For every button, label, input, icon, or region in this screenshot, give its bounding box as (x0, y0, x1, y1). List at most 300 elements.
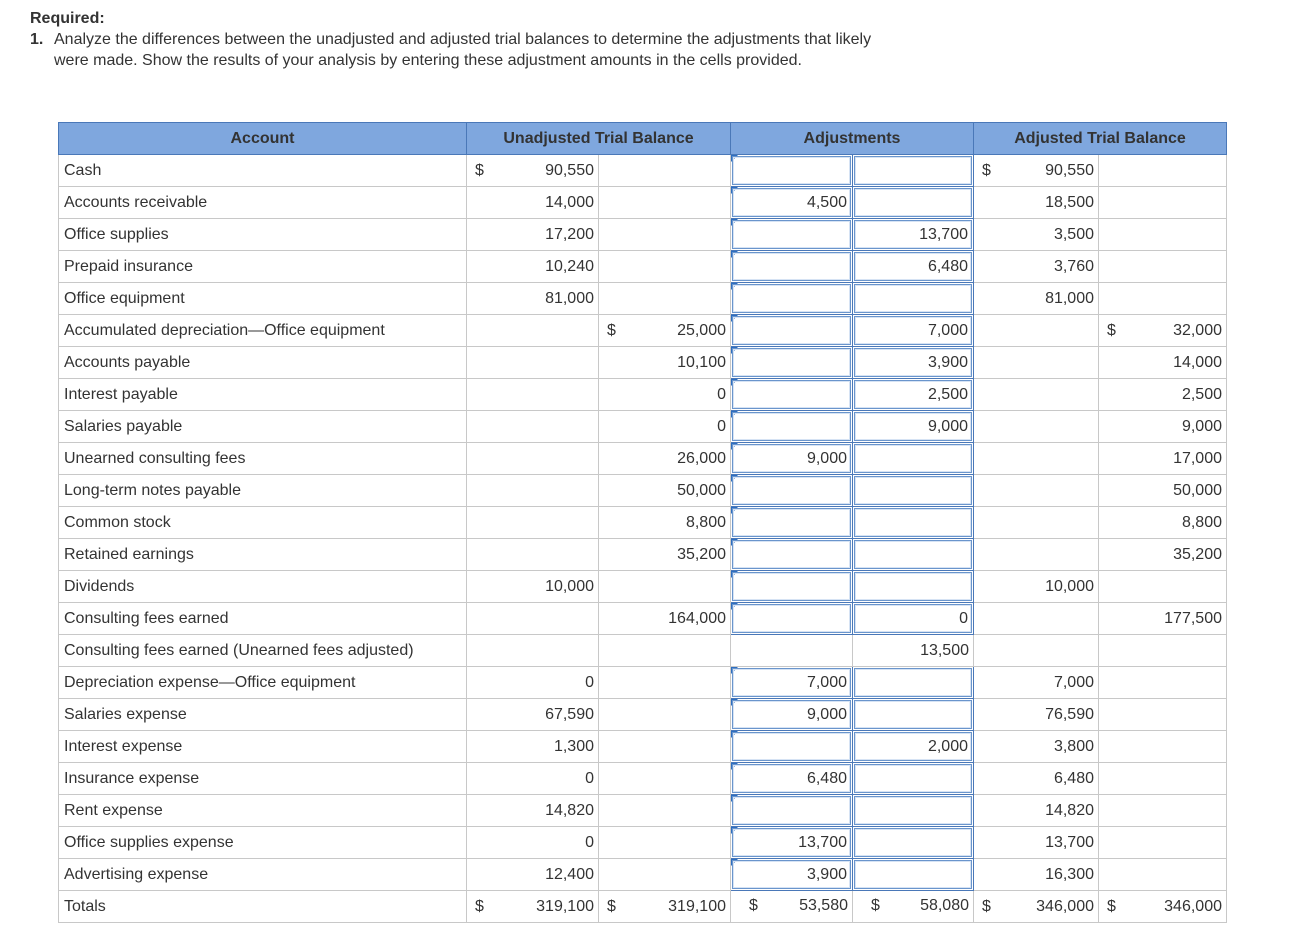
adjustment-debit-input[interactable] (731, 411, 853, 443)
adjustment-debit-input[interactable] (731, 315, 853, 347)
adjustment-credit-input[interactable] (853, 731, 974, 763)
adjusted-credit-dollar (1099, 795, 1127, 827)
adjusted-credit (1127, 795, 1227, 827)
adjustment-input-value[interactable] (732, 508, 851, 537)
required-label: Required: (30, 10, 105, 27)
total-unadjusted-debit: 319,100 (495, 891, 599, 923)
adjusted-debit-dollar (974, 411, 1002, 443)
adjustment-credit-input[interactable] (853, 443, 974, 475)
unadjusted-debit-dollar (467, 219, 495, 251)
adjusted-debit: 76,590 (1002, 699, 1099, 731)
adjustment-debit-input[interactable] (731, 251, 853, 283)
table-row (59, 539, 1227, 571)
unadjusted-credit: 35,200 (627, 539, 731, 571)
unadjusted-credit-dollar (599, 251, 627, 283)
adjustment-input-value[interactable]: 7,000 (854, 316, 972, 345)
adjustment-input-value[interactable] (732, 316, 851, 345)
adjustment-input-value[interactable] (854, 700, 972, 729)
adjusted-credit: 32,000 (1127, 315, 1227, 347)
adjustment-credit-input[interactable] (853, 251, 974, 283)
table-row (59, 411, 1227, 443)
adjustment-credit-static: 13,500 (853, 635, 974, 667)
adjustment-input-value[interactable] (732, 540, 851, 569)
adjusted-credit-dollar (1099, 603, 1127, 635)
unadjusted-credit (627, 283, 731, 315)
table-row (59, 795, 1227, 827)
unadjusted-debit: 17,200 (495, 219, 599, 251)
total-adjustment-debit (731, 891, 853, 923)
adjusted-credit-dollar (1099, 347, 1127, 379)
adjustment-credit-input[interactable] (853, 283, 974, 315)
adjustment-credit-input[interactable] (853, 763, 974, 795)
account-name: Insurance expense (59, 763, 467, 795)
account-name: Consulting fees earned (Unearned fees adjusted) (59, 635, 467, 667)
unadjusted-debit (495, 475, 599, 507)
adjustment-input-value[interactable] (854, 572, 972, 601)
adjustment-debit-input[interactable] (731, 667, 853, 699)
table-row (59, 475, 1227, 507)
unadjusted-debit-dollar (467, 251, 495, 283)
unadjusted-debit: 0 (495, 667, 599, 699)
totals-dollar: $ (974, 891, 1002, 923)
totals-dollar: $ (871, 897, 880, 914)
totals-dollar: $ (749, 897, 758, 914)
adjustment-input-value[interactable]: 6,480 (732, 764, 851, 793)
adjustment-debit-input[interactable] (731, 827, 853, 859)
adjustment-input-value[interactable]: 9,000 (732, 700, 851, 729)
adjusted-debit (1002, 347, 1099, 379)
adjustment-input-value[interactable] (732, 348, 851, 377)
adjusted-credit-dollar (1099, 475, 1127, 507)
adjustment-debit-input[interactable] (731, 859, 853, 891)
adjusted-debit-dollar (974, 475, 1002, 507)
unadjusted-debit (495, 507, 599, 539)
adjusted-debit (1002, 539, 1099, 571)
unadjusted-debit-dollar (467, 475, 495, 507)
adjustment-input-value[interactable] (854, 764, 972, 793)
adjustment-credit-input[interactable] (853, 603, 974, 635)
table-row (59, 379, 1227, 411)
adjusted-debit (1002, 315, 1099, 347)
unadjusted-debit: 90,550 (495, 155, 599, 187)
unadjusted-credit-dollar (599, 635, 627, 667)
adjusted-credit: 14,000 (1127, 347, 1227, 379)
adjusted-debit-dollar (974, 603, 1002, 635)
adjusted-debit-dollar (974, 859, 1002, 891)
adjustment-input-value[interactable] (854, 540, 972, 569)
unadjusted-header: Unadjusted Trial Balance (467, 123, 731, 155)
unadjusted-credit-dollar (599, 859, 627, 891)
adjustment-input-value[interactable]: 3,900 (854, 348, 972, 377)
totals-dollar: $ (467, 891, 495, 923)
adjustment-credit-input[interactable] (853, 699, 974, 731)
unadjusted-credit-dollar (599, 219, 627, 251)
adjusted-debit: 3,500 (1002, 219, 1099, 251)
unadjusted-credit (627, 667, 731, 699)
totals-dollar: $ (1099, 891, 1127, 923)
adjusted-debit: 90,550 (1002, 155, 1099, 187)
unadjusted-debit: 81,000 (495, 283, 599, 315)
account-name: Dividends (59, 571, 467, 603)
total-adjusted-credit: 346,000 (1127, 891, 1227, 923)
adjustment-credit-input[interactable] (853, 219, 974, 251)
unadjusted-credit: 0 (627, 379, 731, 411)
unadjusted-credit (627, 795, 731, 827)
table-row (59, 699, 1227, 731)
adjustment-debit-input[interactable] (731, 539, 853, 571)
unadjusted-debit-dollar (467, 379, 495, 411)
adjustment-credit-input[interactable] (853, 539, 974, 571)
adjusted-debit: 16,300 (1002, 859, 1099, 891)
adjustment-input-value[interactable] (854, 444, 972, 473)
adjustment-debit-input[interactable] (731, 603, 853, 635)
adjustment-input-value[interactable] (732, 412, 851, 441)
adjustment-credit-input[interactable] (853, 379, 974, 411)
unadjusted-debit (495, 603, 599, 635)
unadjusted-debit: 10,240 (495, 251, 599, 283)
unadjusted-credit-dollar (599, 699, 627, 731)
adjusted-credit (1127, 731, 1227, 763)
table-row (59, 155, 1227, 187)
adjustment-debit-input[interactable] (731, 475, 853, 507)
adjustment-input-value[interactable]: 0 (854, 604, 972, 633)
table-row (59, 731, 1227, 763)
account-name: Advertising expense (59, 859, 467, 891)
adjustment-debit-input[interactable] (731, 571, 853, 603)
unadjusted-debit: 0 (495, 827, 599, 859)
adjustment-debit-input[interactable] (731, 283, 853, 315)
adjusted-debit: 7,000 (1002, 667, 1099, 699)
account-name: Accumulated depreciation—Office equipment (59, 315, 467, 347)
adjusted-debit (1002, 635, 1099, 667)
adjusted-debit-dollar (974, 347, 1002, 379)
adjustment-credit-input[interactable] (853, 667, 974, 699)
adjustment-debit-input[interactable] (731, 731, 853, 763)
account-name: Interest expense (59, 731, 467, 763)
adjustment-input-value[interactable] (854, 156, 972, 185)
adjusted-credit-dollar (1099, 859, 1127, 891)
adjustment-input-value[interactable] (854, 828, 972, 857)
total-adjustment-credit (853, 891, 974, 923)
adjustment-input-value[interactable] (732, 220, 851, 249)
unadjusted-credit: 0 (627, 411, 731, 443)
account-name: Depreciation expense—Office equipment (59, 667, 467, 699)
adjustment-input-value[interactable] (732, 476, 851, 505)
adjustment-debit-input[interactable] (731, 763, 853, 795)
unadjusted-credit: 8,800 (627, 507, 731, 539)
adjustment-input-value[interactable] (732, 732, 851, 761)
table-body (59, 155, 1227, 923)
adjustment-credit-input[interactable] (853, 859, 974, 891)
unadjusted-credit (627, 155, 731, 187)
adjusted-debit-dollar (974, 251, 1002, 283)
account-name: Rent expense (59, 795, 467, 827)
adjustment-debit-input[interactable] (731, 379, 853, 411)
adjusted-debit: 6,480 (1002, 763, 1099, 795)
adjusted-debit-dollar (974, 571, 1002, 603)
adjustment-credit-input[interactable] (853, 827, 974, 859)
unadjusted-credit-dollar (599, 443, 627, 475)
adjusted-debit-dollar (974, 379, 1002, 411)
adjusted-credit-dollar (1099, 635, 1127, 667)
adjustment-input-value[interactable] (732, 796, 851, 825)
adjusted-credit-dollar: $ (1099, 315, 1127, 347)
unadjusted-credit (627, 827, 731, 859)
account-name: Office supplies expense (59, 827, 467, 859)
adjustment-credit-input[interactable] (853, 187, 974, 219)
adjusted-header: Adjusted Trial Balance (974, 123, 1227, 155)
adjusted-debit (1002, 475, 1099, 507)
adjustment-input-value[interactable] (854, 284, 972, 313)
header-row (59, 123, 1227, 155)
unadjusted-credit (627, 731, 731, 763)
adjusted-credit: 50,000 (1127, 475, 1227, 507)
table-row (59, 251, 1227, 283)
adjusted-credit (1127, 251, 1227, 283)
account-name: Prepaid insurance (59, 251, 467, 283)
unadjusted-credit (627, 251, 731, 283)
unadjusted-credit-dollar (599, 763, 627, 795)
adjustment-debit-input[interactable] (731, 187, 853, 219)
account-name: Office equipment (59, 283, 467, 315)
unadjusted-debit-dollar (467, 443, 495, 475)
adjusted-debit: 13,700 (1002, 827, 1099, 859)
adjustment-input-value[interactable] (732, 284, 851, 313)
unadjusted-debit (495, 635, 599, 667)
account-name: Common stock (59, 507, 467, 539)
adjustment-debit-input[interactable] (731, 507, 853, 539)
adjusted-debit (1002, 507, 1099, 539)
adjusted-debit (1002, 603, 1099, 635)
adjustment-input-value[interactable] (732, 604, 851, 633)
adjusted-credit: 35,200 (1127, 539, 1227, 571)
table-row (59, 571, 1227, 603)
unadjusted-debit-dollar (467, 731, 495, 763)
adjustment-input-value[interactable]: 9,000 (732, 444, 851, 473)
unadjusted-credit (627, 219, 731, 251)
adjustment-credit-input[interactable] (853, 475, 974, 507)
adjustment-debit-input[interactable] (731, 443, 853, 475)
adjustment-debit-input[interactable] (731, 219, 853, 251)
adjustment-debit-input[interactable] (731, 155, 853, 187)
unadjusted-debit-dollar (467, 187, 495, 219)
adjustment-input-value[interactable] (732, 252, 851, 281)
adjusted-credit-dollar (1099, 731, 1127, 763)
adjustment-credit-input[interactable] (853, 571, 974, 603)
instruction-item (30, 29, 874, 71)
unadjusted-debit: 14,000 (495, 187, 599, 219)
adjusted-credit-dollar (1099, 219, 1127, 251)
adjustment-input-value[interactable]: 2,500 (854, 380, 972, 409)
adjusted-credit (1127, 283, 1227, 315)
adjusted-debit-dollar (974, 539, 1002, 571)
unadjusted-credit: 164,000 (627, 603, 731, 635)
adjustment-credit-input[interactable] (853, 411, 974, 443)
unadjusted-debit (495, 411, 599, 443)
unadjusted-credit (627, 187, 731, 219)
adjusted-credit: 8,800 (1127, 507, 1227, 539)
unadjusted-credit-dollar (599, 795, 627, 827)
adjustment-credit-input[interactable] (853, 347, 974, 379)
table-row (59, 859, 1227, 891)
adjustment-input-value[interactable]: 6,480 (854, 252, 972, 281)
unadjusted-debit-dollar (467, 859, 495, 891)
unadjusted-credit-dollar (599, 667, 627, 699)
adjustment-debit-input[interactable] (731, 347, 853, 379)
unadjusted-debit-dollar (467, 667, 495, 699)
adjustment-input-value[interactable]: 7,000 (732, 668, 851, 697)
totals-row (59, 891, 1227, 923)
unadjusted-credit: 25,000 (627, 315, 731, 347)
adjustment-input-value[interactable]: 2,000 (854, 732, 972, 761)
account-name: Office supplies (59, 219, 467, 251)
adjustment-credit-input[interactable] (853, 315, 974, 347)
adjusted-credit (1127, 699, 1227, 731)
unadjusted-debit-dollar (467, 603, 495, 635)
adjustment-debit-input[interactable] (731, 699, 853, 731)
adjusted-credit: 17,000 (1127, 443, 1227, 475)
adjustment-debit-input[interactable] (731, 795, 853, 827)
unadjusted-credit-dollar (599, 411, 627, 443)
account-name: Consulting fees earned (59, 603, 467, 635)
adjusted-debit-dollar (974, 219, 1002, 251)
adjustment-input-value[interactable] (854, 796, 972, 825)
unadjusted-credit-dollar (599, 827, 627, 859)
unadjusted-debit: 10,000 (495, 571, 599, 603)
adjustment-credit-input[interactable] (853, 507, 974, 539)
adjustment-input-value[interactable] (854, 508, 972, 537)
adjustment-input-value[interactable]: 13,700 (732, 828, 851, 857)
adjustment-input-value[interactable]: 9,000 (854, 412, 972, 441)
account-name: Salaries expense (59, 699, 467, 731)
unadjusted-credit (627, 859, 731, 891)
unadjusted-debit-dollar (467, 795, 495, 827)
adjusted-credit-dollar (1099, 187, 1127, 219)
table-row (59, 635, 1227, 667)
unadjusted-credit-dollar (599, 731, 627, 763)
adjustment-input-value[interactable] (854, 860, 972, 889)
unadjusted-debit: 14,820 (495, 795, 599, 827)
adjusted-debit-dollar (974, 507, 1002, 539)
table-row (59, 347, 1227, 379)
adjusted-credit (1127, 859, 1227, 891)
table-row (59, 763, 1227, 795)
adjusted-debit-dollar (974, 667, 1002, 699)
adjustment-input-value[interactable] (732, 572, 851, 601)
total-adjusted-debit: 346,000 (1002, 891, 1099, 923)
adjusted-credit (1127, 667, 1227, 699)
adjusted-debit: 3,760 (1002, 251, 1099, 283)
unadjusted-credit-dollar (599, 347, 627, 379)
table-row (59, 219, 1227, 251)
adjustment-input-value[interactable] (854, 188, 972, 217)
adjusted-debit (1002, 411, 1099, 443)
trial-balance-table (58, 122, 1227, 923)
unadjusted-credit (627, 763, 731, 795)
adjustment-input-value[interactable]: 3,900 (732, 860, 851, 889)
unadjusted-credit-dollar (599, 603, 627, 635)
account-header: Account (59, 123, 467, 155)
adjusted-debit (1002, 443, 1099, 475)
account-name: Accounts receivable (59, 187, 467, 219)
unadjusted-debit (495, 315, 599, 347)
adjustment-credit-input[interactable] (853, 155, 974, 187)
unadjusted-credit (627, 699, 731, 731)
adjusted-debit-dollar (974, 443, 1002, 475)
adjusted-debit: 14,820 (1002, 795, 1099, 827)
adjusted-credit-dollar (1099, 827, 1127, 859)
adjusted-debit-dollar (974, 763, 1002, 795)
account-name: Retained earnings (59, 539, 467, 571)
unadjusted-debit (495, 539, 599, 571)
unadjusted-credit-dollar (599, 155, 627, 187)
unadjusted-credit-dollar (599, 283, 627, 315)
adjusted-credit-dollar (1099, 379, 1127, 411)
unadjusted-credit-dollar (599, 571, 627, 603)
adjusted-credit-dollar (1099, 539, 1127, 571)
adjusted-credit-dollar (1099, 443, 1127, 475)
adjusted-credit: 177,500 (1127, 603, 1227, 635)
unadjusted-credit-dollar (599, 507, 627, 539)
adjusted-credit-dollar (1099, 283, 1127, 315)
unadjusted-debit-dollar (467, 827, 495, 859)
table-row (59, 443, 1227, 475)
unadjusted-debit-dollar (467, 571, 495, 603)
total-unadjusted-credit: 319,100 (627, 891, 731, 923)
table-row (59, 827, 1227, 859)
unadjusted-debit-dollar (467, 699, 495, 731)
adjusted-credit (1127, 155, 1227, 187)
unadjusted-debit: 0 (495, 763, 599, 795)
adjusted-debit-dollar (974, 731, 1002, 763)
unadjusted-credit: 10,100 (627, 347, 731, 379)
totals-dollar: $ (599, 891, 627, 923)
adjusted-credit (1127, 219, 1227, 251)
unadjusted-debit-dollar: $ (467, 155, 495, 187)
unadjusted-credit-dollar: $ (599, 315, 627, 347)
adjustment-input-value[interactable] (854, 476, 972, 505)
adjusted-credit: 9,000 (1127, 411, 1227, 443)
adjusted-debit: 18,500 (1002, 187, 1099, 219)
adjusted-credit (1127, 763, 1227, 795)
adjustments-header: Adjustments (731, 123, 974, 155)
adjusted-debit-dollar: $ (974, 155, 1002, 187)
table-row (59, 507, 1227, 539)
adjusted-credit-dollar (1099, 411, 1127, 443)
table-row (59, 283, 1227, 315)
account-name: Accounts payable (59, 347, 467, 379)
unadjusted-debit-dollar (467, 315, 495, 347)
adjusted-debit: 10,000 (1002, 571, 1099, 603)
adjusted-debit (1002, 379, 1099, 411)
adjusted-debit-dollar (974, 315, 1002, 347)
table-row (59, 603, 1227, 635)
adjustment-debit-empty (731, 635, 853, 667)
adjustment-input-value[interactable] (732, 380, 851, 409)
adjustment-credit-input[interactable] (853, 795, 974, 827)
adjusted-debit-dollar (974, 187, 1002, 219)
adjustment-input-value[interactable]: 4,500 (732, 188, 851, 217)
account-name: Unearned consulting fees (59, 443, 467, 475)
unadjusted-credit (627, 571, 731, 603)
adjustment-input-value[interactable] (732, 156, 851, 185)
adjusted-credit-dollar (1099, 667, 1127, 699)
unadjusted-debit (495, 443, 599, 475)
unadjusted-debit (495, 379, 599, 411)
adjustment-input-value[interactable] (854, 668, 972, 697)
adjustment-input-value[interactable]: 13,700 (854, 220, 972, 249)
unadjusted-debit-dollar (467, 347, 495, 379)
